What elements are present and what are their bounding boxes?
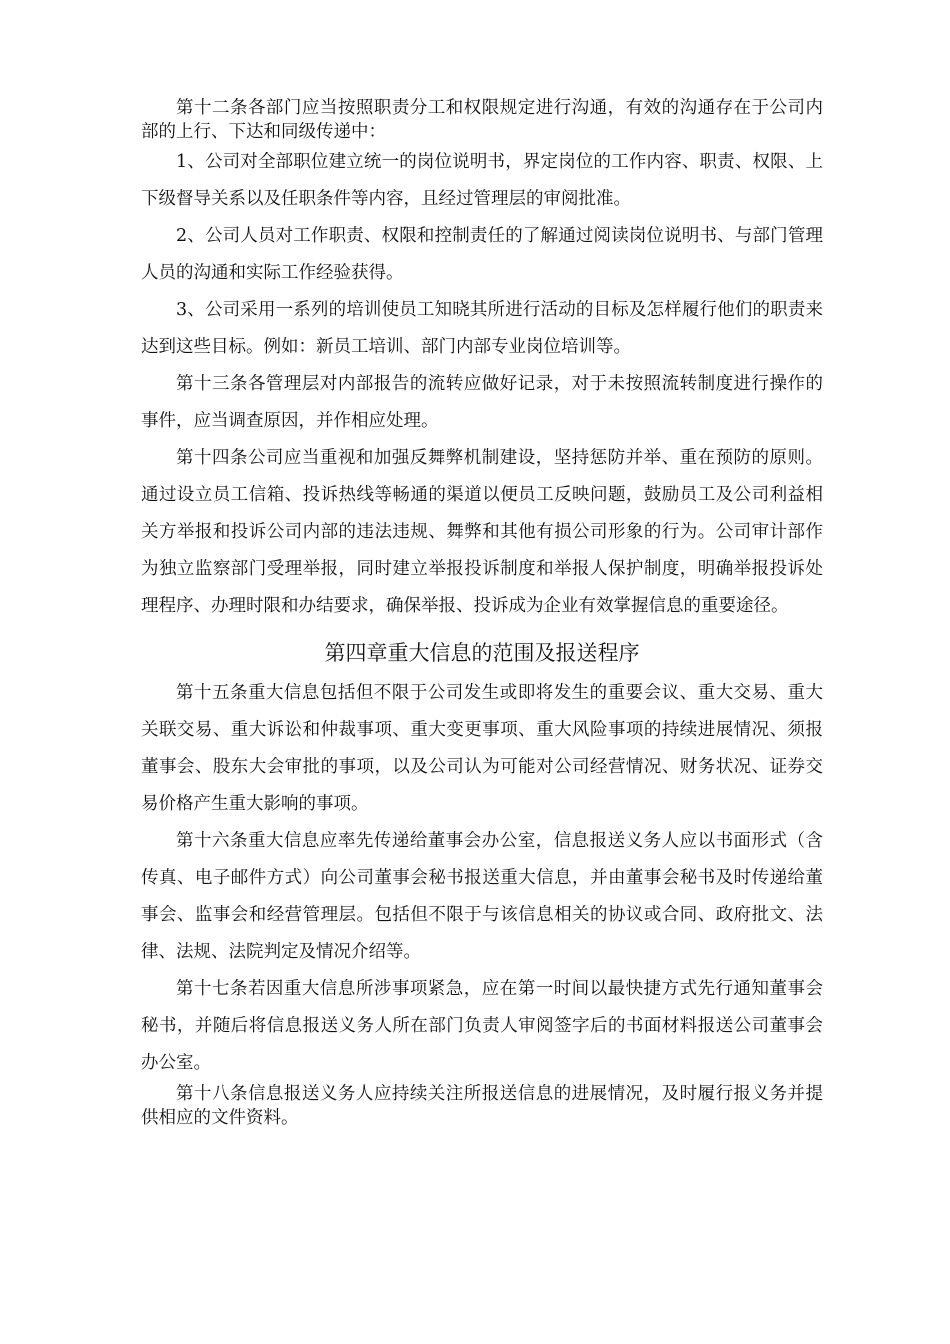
paragraph-article-18: 第十八条信息报送义务人应持续关注所报送信息的进展情况，及时履行报义务并提供相应的文件资料。 (141, 1084, 823, 1128)
paragraph-article-14: 第十四条公司应当重视和加强反舞弊机制建设，坚持惩防并举、重在预防的原则。通过设立员工信箱、投诉热线等畅通的渠道以便员工反映问题，鼓励员工及公司利益相关方举报和投诉公司内部的违法违规、舞弊和其他有损公司形象的行为。公司审计部作为独立监察部门受理举报，同时建立举报投诉制度和举报人保护制度，明确举报投诉处理程序、办理时限和办结要求，确保举报、投诉成为企业有效掌握信息的重要途径。 (141, 448, 823, 616)
paragraph-article-12: 第十二条各部门应当按照职责分工和权限规定进行沟通，有效的沟通存在于公司内部的上行、下达和同级传递中： (141, 98, 823, 142)
paragraph-item-1: 1、公司对全部职位建立统一的岗位说明书，界定岗位的工作内容、职责、权限、上下级督导关系以及任职条件等内容，且经过管理层的审阅批准。 (141, 152, 823, 209)
paragraph-article-15: 第十五条重大信息包括但不限于公司发生或即将发生的重要会议、重大交易、重大关联交易、重大诉讼和仲裁事项、重大变更事项、重大风险事项的持续进展情况、须报董事会、股东大会审批的事项，以及公司认为可能对公司经营情况、财务状况、证券交易价格产生重大影响的事项。 (141, 683, 823, 814)
document-page (141, 96, 823, 1130)
paragraph-article-16: 第十六条重大信息应率先传递给董事会办公室，信息报送义务人应以书面形式（含传真、电子邮件方式）向公司董事会秘书报送重大信息，并由董事会秘书及时传递给董事会、监事会和经营管理层。包括但不限于与该信息相关的协议或合同、政府批文、法律、法规、法院判定及情况介绍等。 (141, 831, 823, 962)
paragraph-item-2: 2、公司人员对工作职责、权限和控制责任的了解通过阅读岗位说明书、与部门管理人员的沟通和实际工作经验获得。 (141, 226, 823, 283)
paragraph-item-3: 3、公司采用一系列的培训使员工知晓其所进行活动的目标及怎样履行他们的职责来达到这些目标。例如：新员工培训、部门内部专业岗位培训等。 (141, 300, 823, 357)
chapter-title: 第四章重大信息的范围及报送程序 (324, 641, 640, 665)
paragraph-article-17: 第十七条若因重大信息所涉事项紧急，应在第一时间以最快捷方式先行通知董事会秘书，并随后将信息报送义务人所在部门负责人审阅签字后的书面材料报送公司董事会办公室。 (141, 979, 823, 1073)
paragraph-article-13: 第十三条各管理层对内部报告的流转应做好记录，对于未按照流转制度进行操作的事件，应当调查原因，并作相应处理。 (141, 374, 823, 431)
